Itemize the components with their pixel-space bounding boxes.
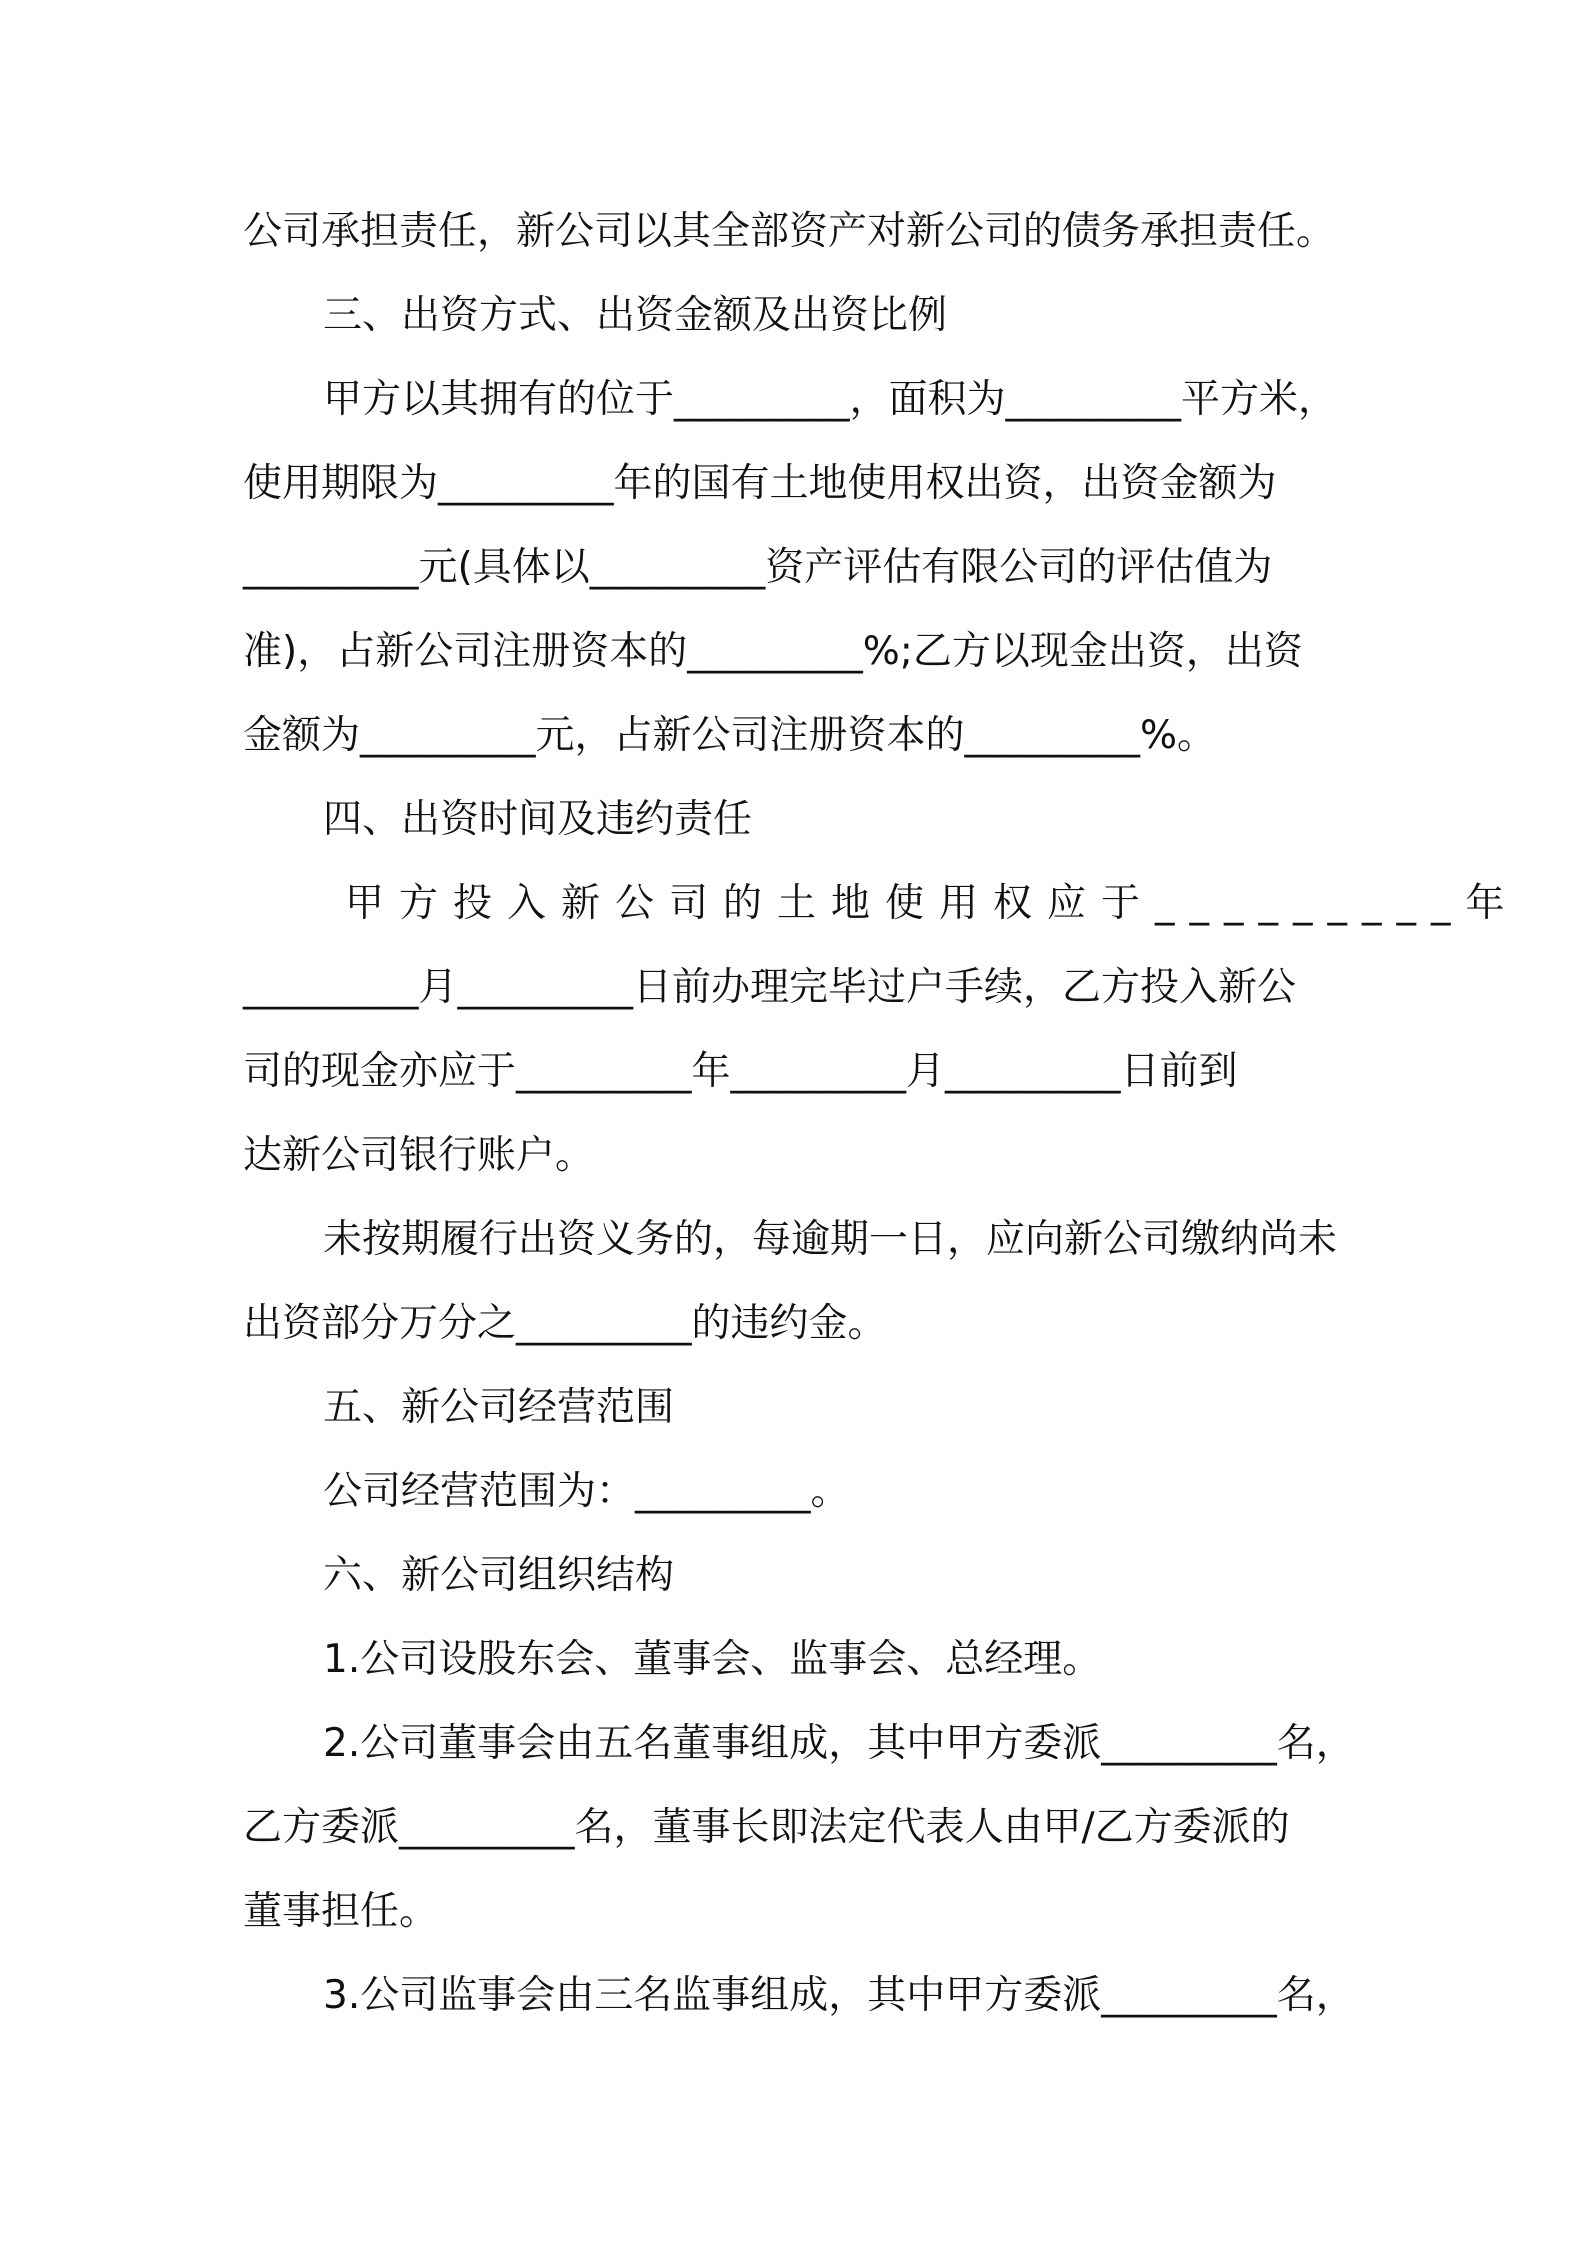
paragraph-line: 使用期限为_________年的国有土地使用权出资，出资金额为: [243, 461, 1277, 506]
paragraph-line: 达新公司银行账户。: [243, 1133, 595, 1178]
section-heading-5: 五、新公司经营范围: [323, 1385, 675, 1430]
paragraph-line: 乙方委派_________名，董事长即法定代表人由甲/乙方委派的: [243, 1805, 1290, 1850]
paragraph-line: 公司经营范围为：_________。: [323, 1469, 850, 1514]
paragraph-line: 甲方投入新公司的土地使用权应于_________年: [345, 881, 1520, 926]
paragraph-line: _________元(具体以_________资产评估有限公司的评估值为: [243, 545, 1273, 590]
paragraph-line: 出资部分万分之_________的违约金。: [243, 1301, 887, 1346]
paragraph-line: 金额为_________元，占新公司注册资本的_________%。: [243, 713, 1217, 758]
paragraph-line: 甲方以其拥有的位于_________，面积为_________平方米，: [323, 377, 1338, 422]
paragraph-line: 准)，占新公司注册资本的_________%;乙方以现金出资，出资: [243, 629, 1303, 674]
section-heading-6: 六、新公司组织结构: [323, 1553, 675, 1598]
list-item-1: 1.公司设股东会、董事会、监事会、总经理。: [323, 1637, 1102, 1682]
section-heading-3: 三、出资方式、出资金额及出资比例: [323, 293, 948, 338]
paragraph-line: 董事担任。: [243, 1889, 439, 1934]
paragraph-line: 公司承担责任，新公司以其全部资产对新公司的债务承担责任。: [243, 209, 1336, 254]
list-item-2: 2.公司董事会由五名董事组成，其中甲方委派_________名，: [323, 1721, 1355, 1766]
section-heading-4: 四、出资时间及违约责任: [323, 797, 753, 842]
paragraph-line: 未按期履行出资义务的，每逾期一日，应向新公司缴纳尚未: [323, 1217, 1338, 1262]
paragraph-line: _________月_________日前办理完毕过户手续，乙方投入新公: [243, 965, 1297, 1010]
list-item-3: 3.公司监事会由三名监事组成，其中甲方委派_________名，: [323, 1973, 1355, 2018]
paragraph-line: 司的现金亦应于_________年_________月_________日前到: [243, 1049, 1238, 1094]
